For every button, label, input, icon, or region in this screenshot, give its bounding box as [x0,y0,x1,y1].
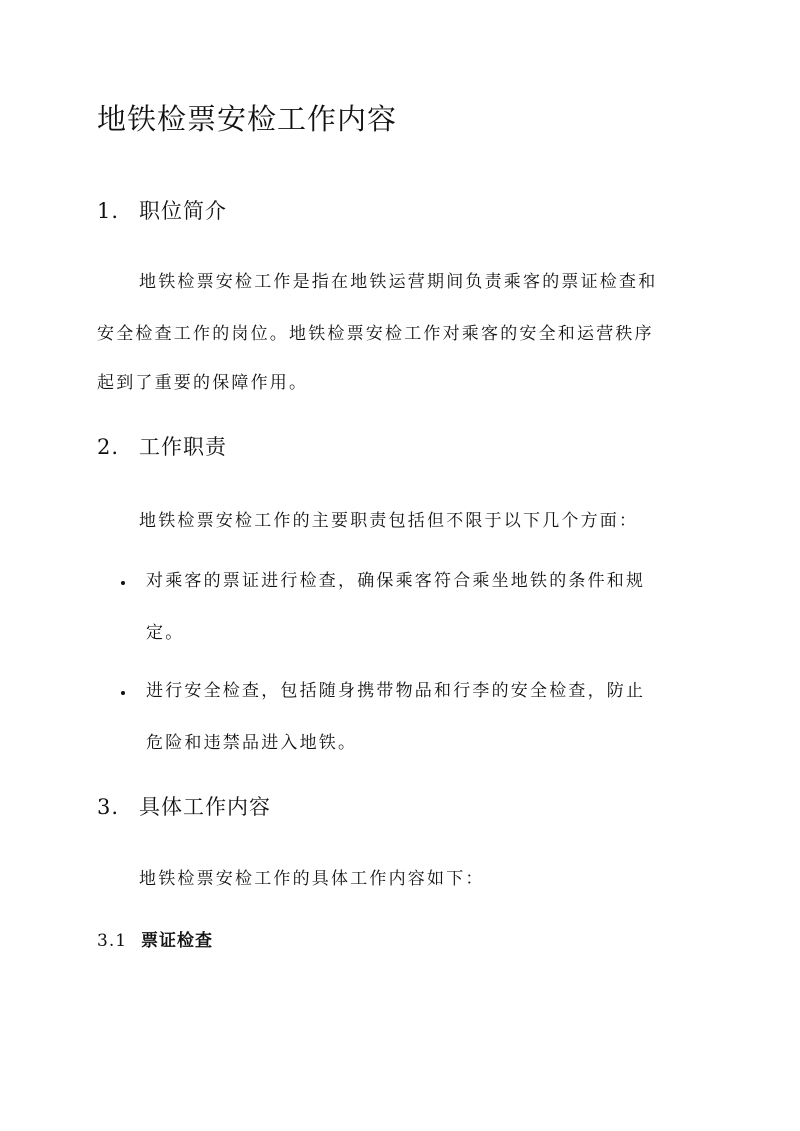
bullet-line: 危险和违禁品进入地铁。 [146,733,358,753]
section-heading-1 [97,196,227,226]
subsection-heading [97,928,213,954]
bullet-line: 对乘客的票证进行检查，确保乘客符合乘坐地铁的条件和规 [146,571,646,591]
section-intro: 地铁检票安检工作的主要职责包括但不限于以下几个方面： [139,511,639,531]
bullet-line: 进行安全检查，包括随身携带物品和行李的安全检查，防止 [146,681,646,701]
section-number: 1. [97,199,120,223]
section-number: 3. [97,795,120,819]
subsection-number: 3.1 [97,931,128,951]
bullet-icon [121,581,125,585]
section-heading-3 [97,792,271,822]
paragraph-line: 地铁检票安检工作是指在地铁运营期间负责乘客的票证检查和 [139,272,658,292]
paragraph-line: 起到了重要的保障作用。 [97,373,309,393]
paragraph-line: 安全检查工作的岗位。地铁检票安检工作对乘客的安全和运营秩序 [97,324,654,344]
bullet-line: 定。 [146,623,185,643]
bullet-icon [121,691,125,695]
page-title: 地铁检票安检工作内容 [97,102,398,136]
section-heading-text: 具体工作内容 [139,795,271,819]
section-heading-2 [97,432,227,462]
section-heading-text: 工作职责 [139,435,227,459]
section-heading-text: 职位简介 [139,199,227,223]
section-intro: 地铁检票安检工作的具体工作内容如下： [139,869,485,889]
subsection-heading-text: 票证检查 [141,931,213,951]
section-number: 2. [97,435,120,459]
